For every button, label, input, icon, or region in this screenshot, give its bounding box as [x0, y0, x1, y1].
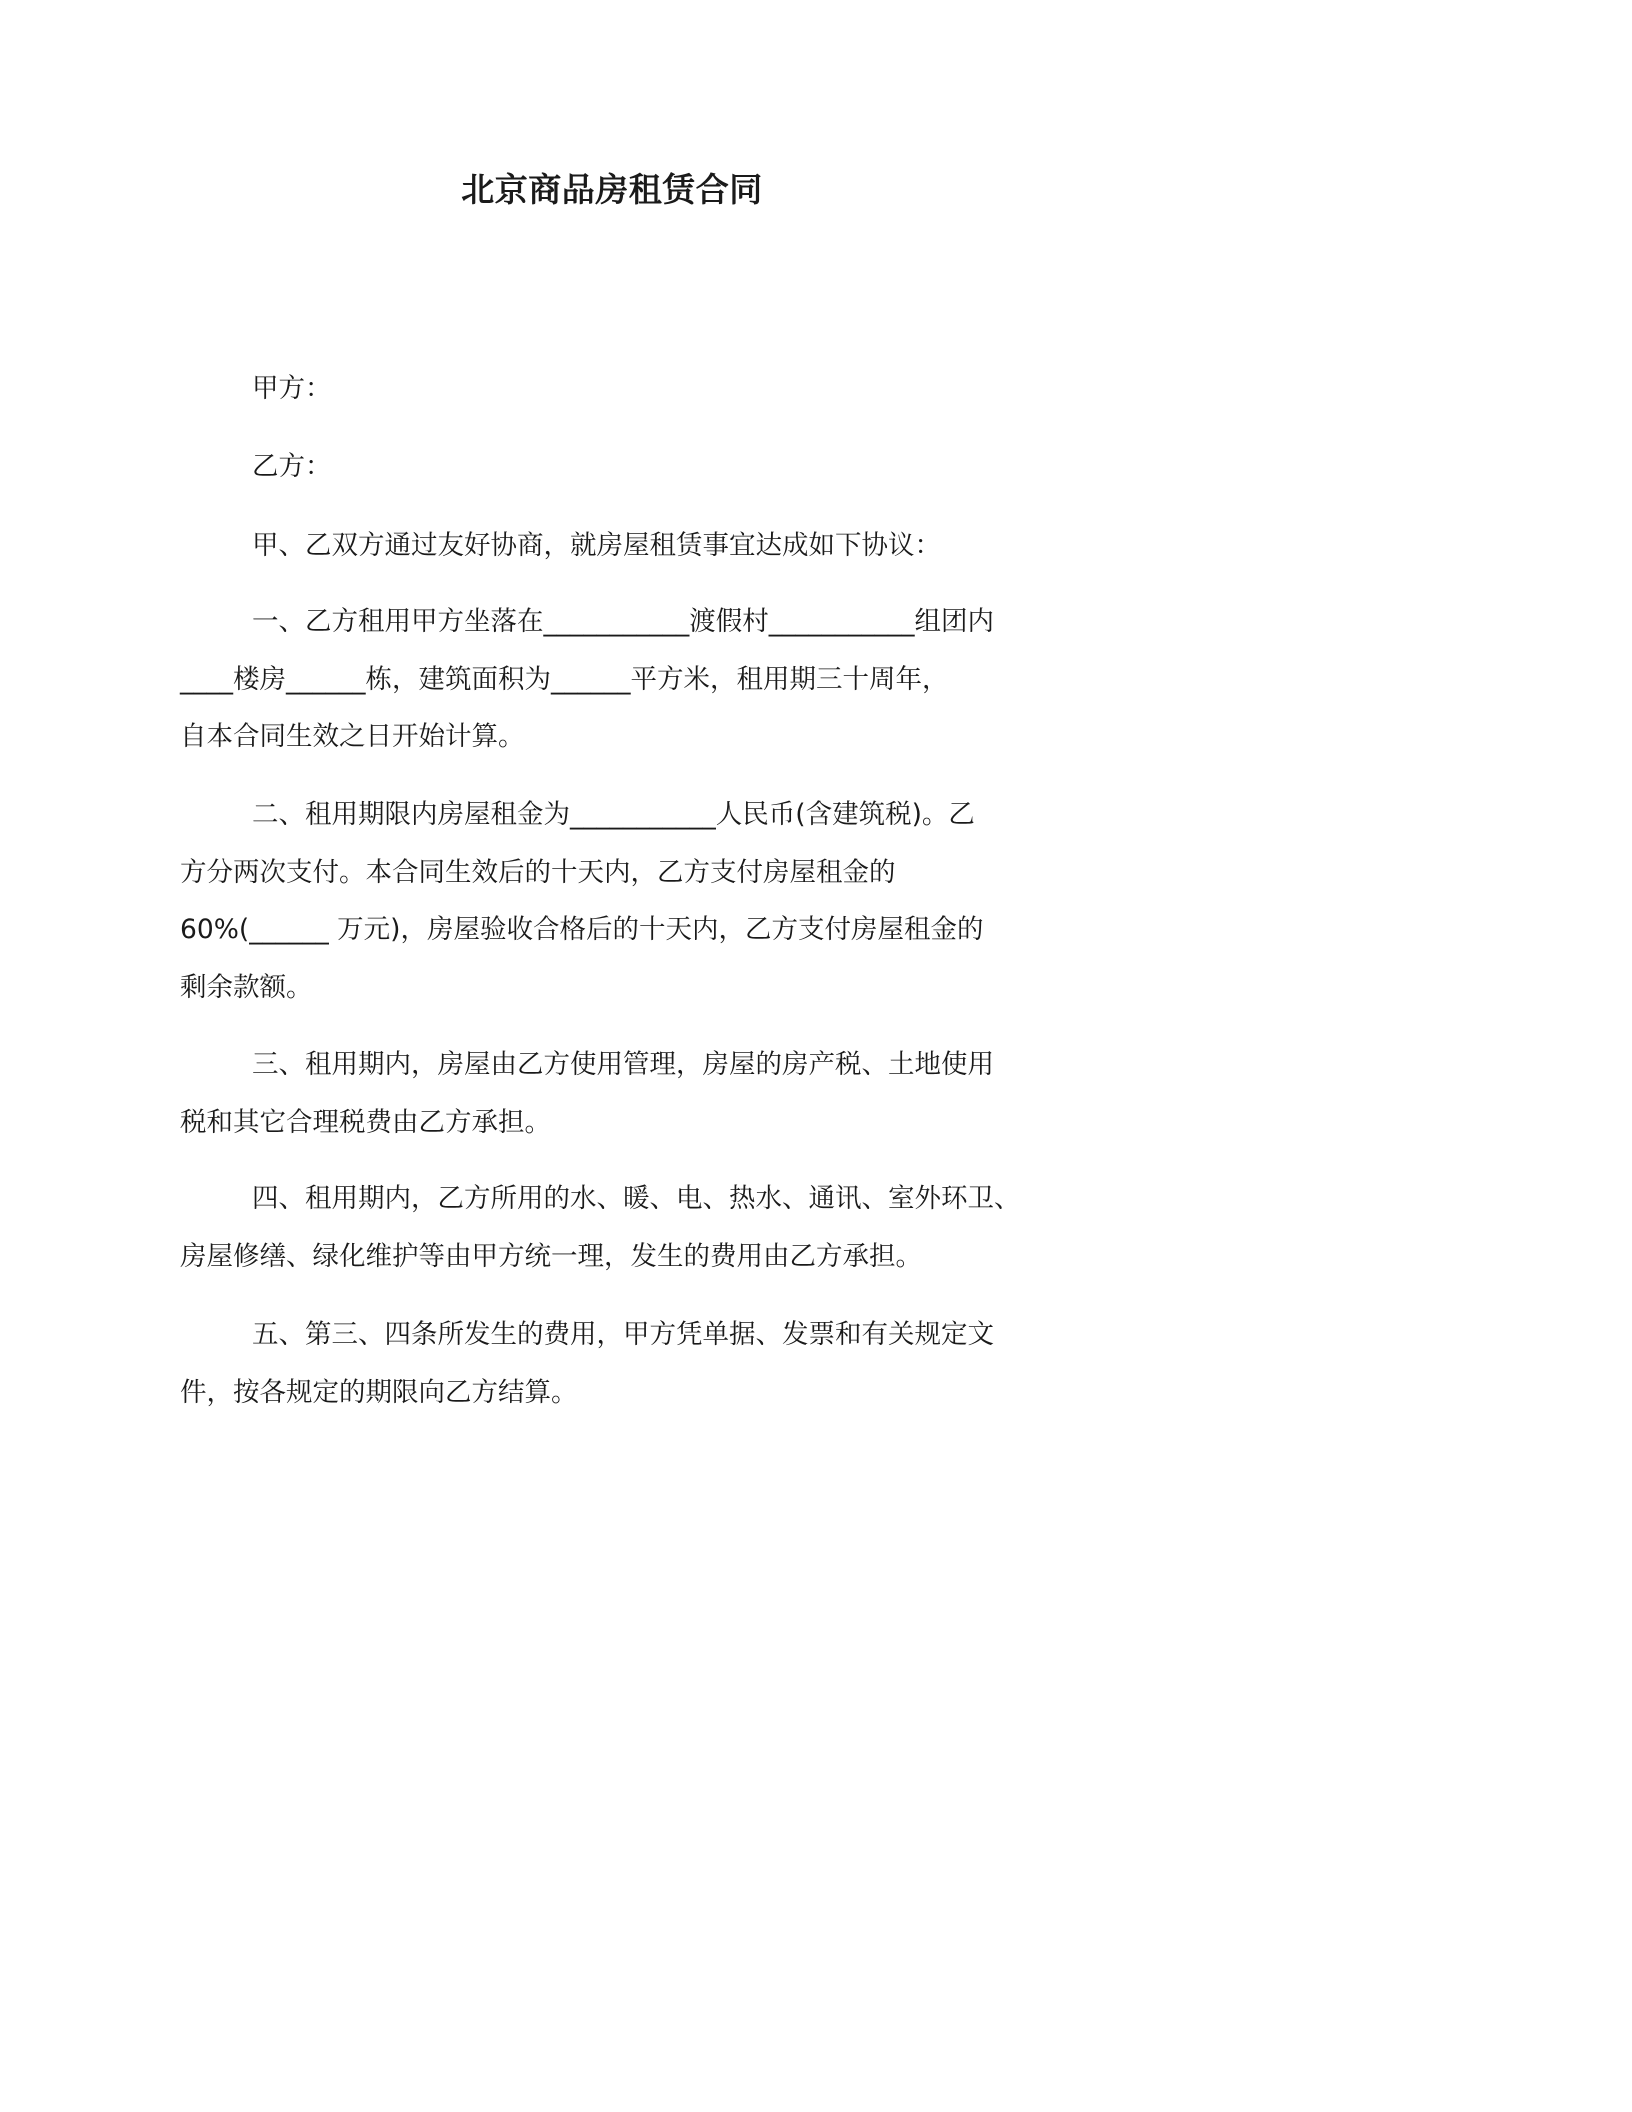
clause-1-line-3: 自本合同生效之日开始计算。 [180, 721, 525, 752]
clause-2-line-2: 方分两次支付。本合同生效后的十天内，乙方支付房屋租金的 [180, 856, 896, 888]
document-title: 北京商品房租赁合同 [461, 170, 763, 209]
clause-3-line-1: 三、租用期内，房屋由乙方使用管理，房屋的房产税、土地使用 [252, 1049, 994, 1080]
clause-2-line-4: 剩余款额。 [180, 971, 313, 1003]
clause-2-line-3: 60%(______ 万元)，房屋验收合格后的十天内，乙方支付房屋租金的 [180, 914, 984, 945]
clause-4-paragraph [180, 1170, 1060, 1285]
intro-paragraph [180, 517, 1060, 575]
clause-4-line-2: 房屋修缮、绿化维护等由甲方统一理，发生的费用由乙方承担。 [180, 1240, 922, 1272]
clause-1-line-2: ____楼房______栋，建筑面积为______平方米，租用期三十周年， [180, 663, 949, 695]
intro-text: 甲、乙双方通过友好协商，就房屋租赁事宜达成如下协议： [252, 530, 941, 561]
clause-2-line-1: 二、租用期限内房屋租金为___________人民币(含建筑税)。乙 [252, 799, 975, 830]
party-b-line [180, 438, 1060, 496]
clause-1-paragraph [180, 593, 1060, 766]
party-b-label: 乙方： [252, 451, 332, 482]
clause-4-line-1: 四、租用期内，乙方所用的水、暖、电、热水、通讯、室外环卫、 [252, 1183, 1021, 1214]
party-a-label: 甲方： [252, 373, 332, 404]
party-a-line [180, 360, 1060, 418]
clause-5-paragraph [180, 1306, 1060, 1421]
clause-3-line-2: 税和其它合理税费由乙方承担。 [180, 1106, 551, 1138]
clause-5-line-1: 五、第三、四条所发生的费用，甲方凭单据、发票和有关规定文 [252, 1319, 994, 1350]
clause-1-line-1: 一、乙方租用甲方坐落在___________渡假村___________组团内 [252, 606, 994, 637]
clause-5-line-2: 件，按各规定的期限向乙方结算。 [180, 1376, 578, 1408]
clause-2-paragraph [180, 786, 1060, 1016]
clause-3-paragraph [180, 1036, 1060, 1151]
